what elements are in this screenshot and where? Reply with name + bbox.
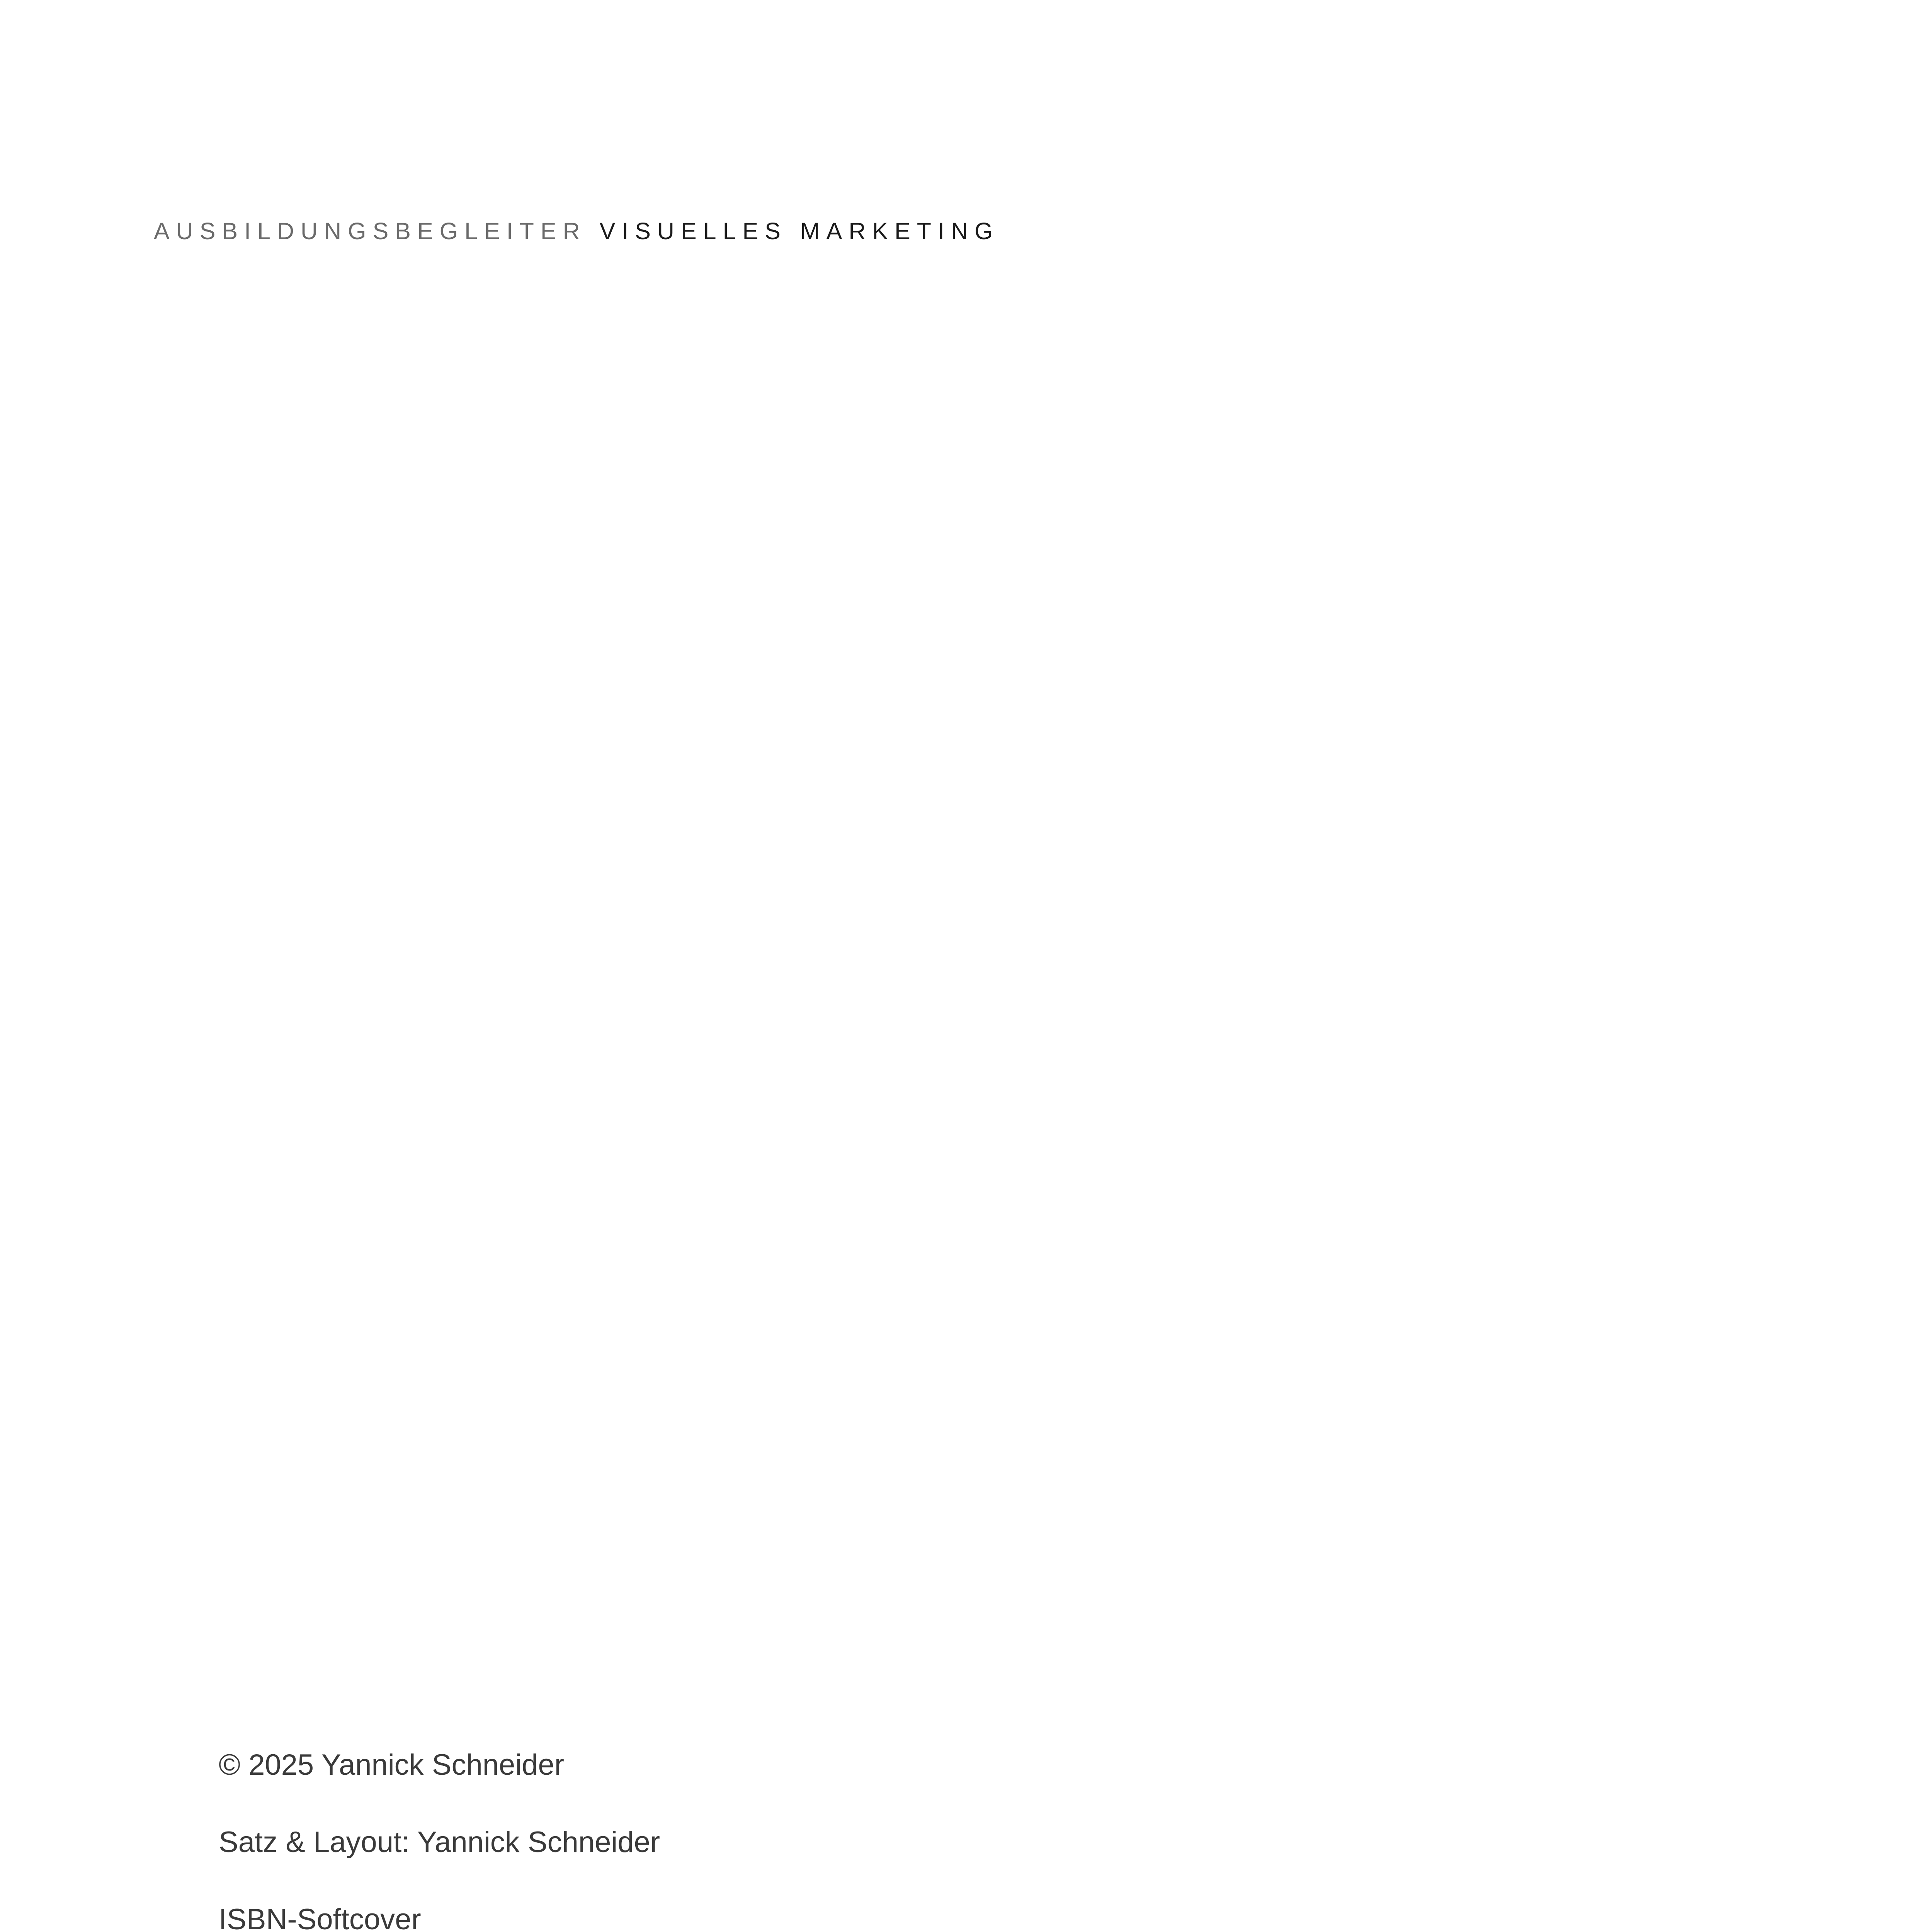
isbn-softcover-section [219, 1900, 1853, 1932]
series-title-light: AUSBILDUNGSBEGLEITER [154, 218, 587, 244]
copyright-line: © 2025 Yannick Schneider [219, 1748, 565, 1781]
copyright-section [219, 1746, 1853, 1784]
running-header [154, 219, 999, 243]
isbn-softcover-label: ISBN-Softcover [219, 1903, 421, 1932]
imprint-block [219, 1746, 1853, 1932]
layout-credit-line: Satz & Layout: Yannick Schneider [219, 1826, 660, 1859]
series-title-strong: VISUELLES MARKETING [599, 218, 1000, 244]
layout-credit-section [219, 1823, 1853, 1862]
